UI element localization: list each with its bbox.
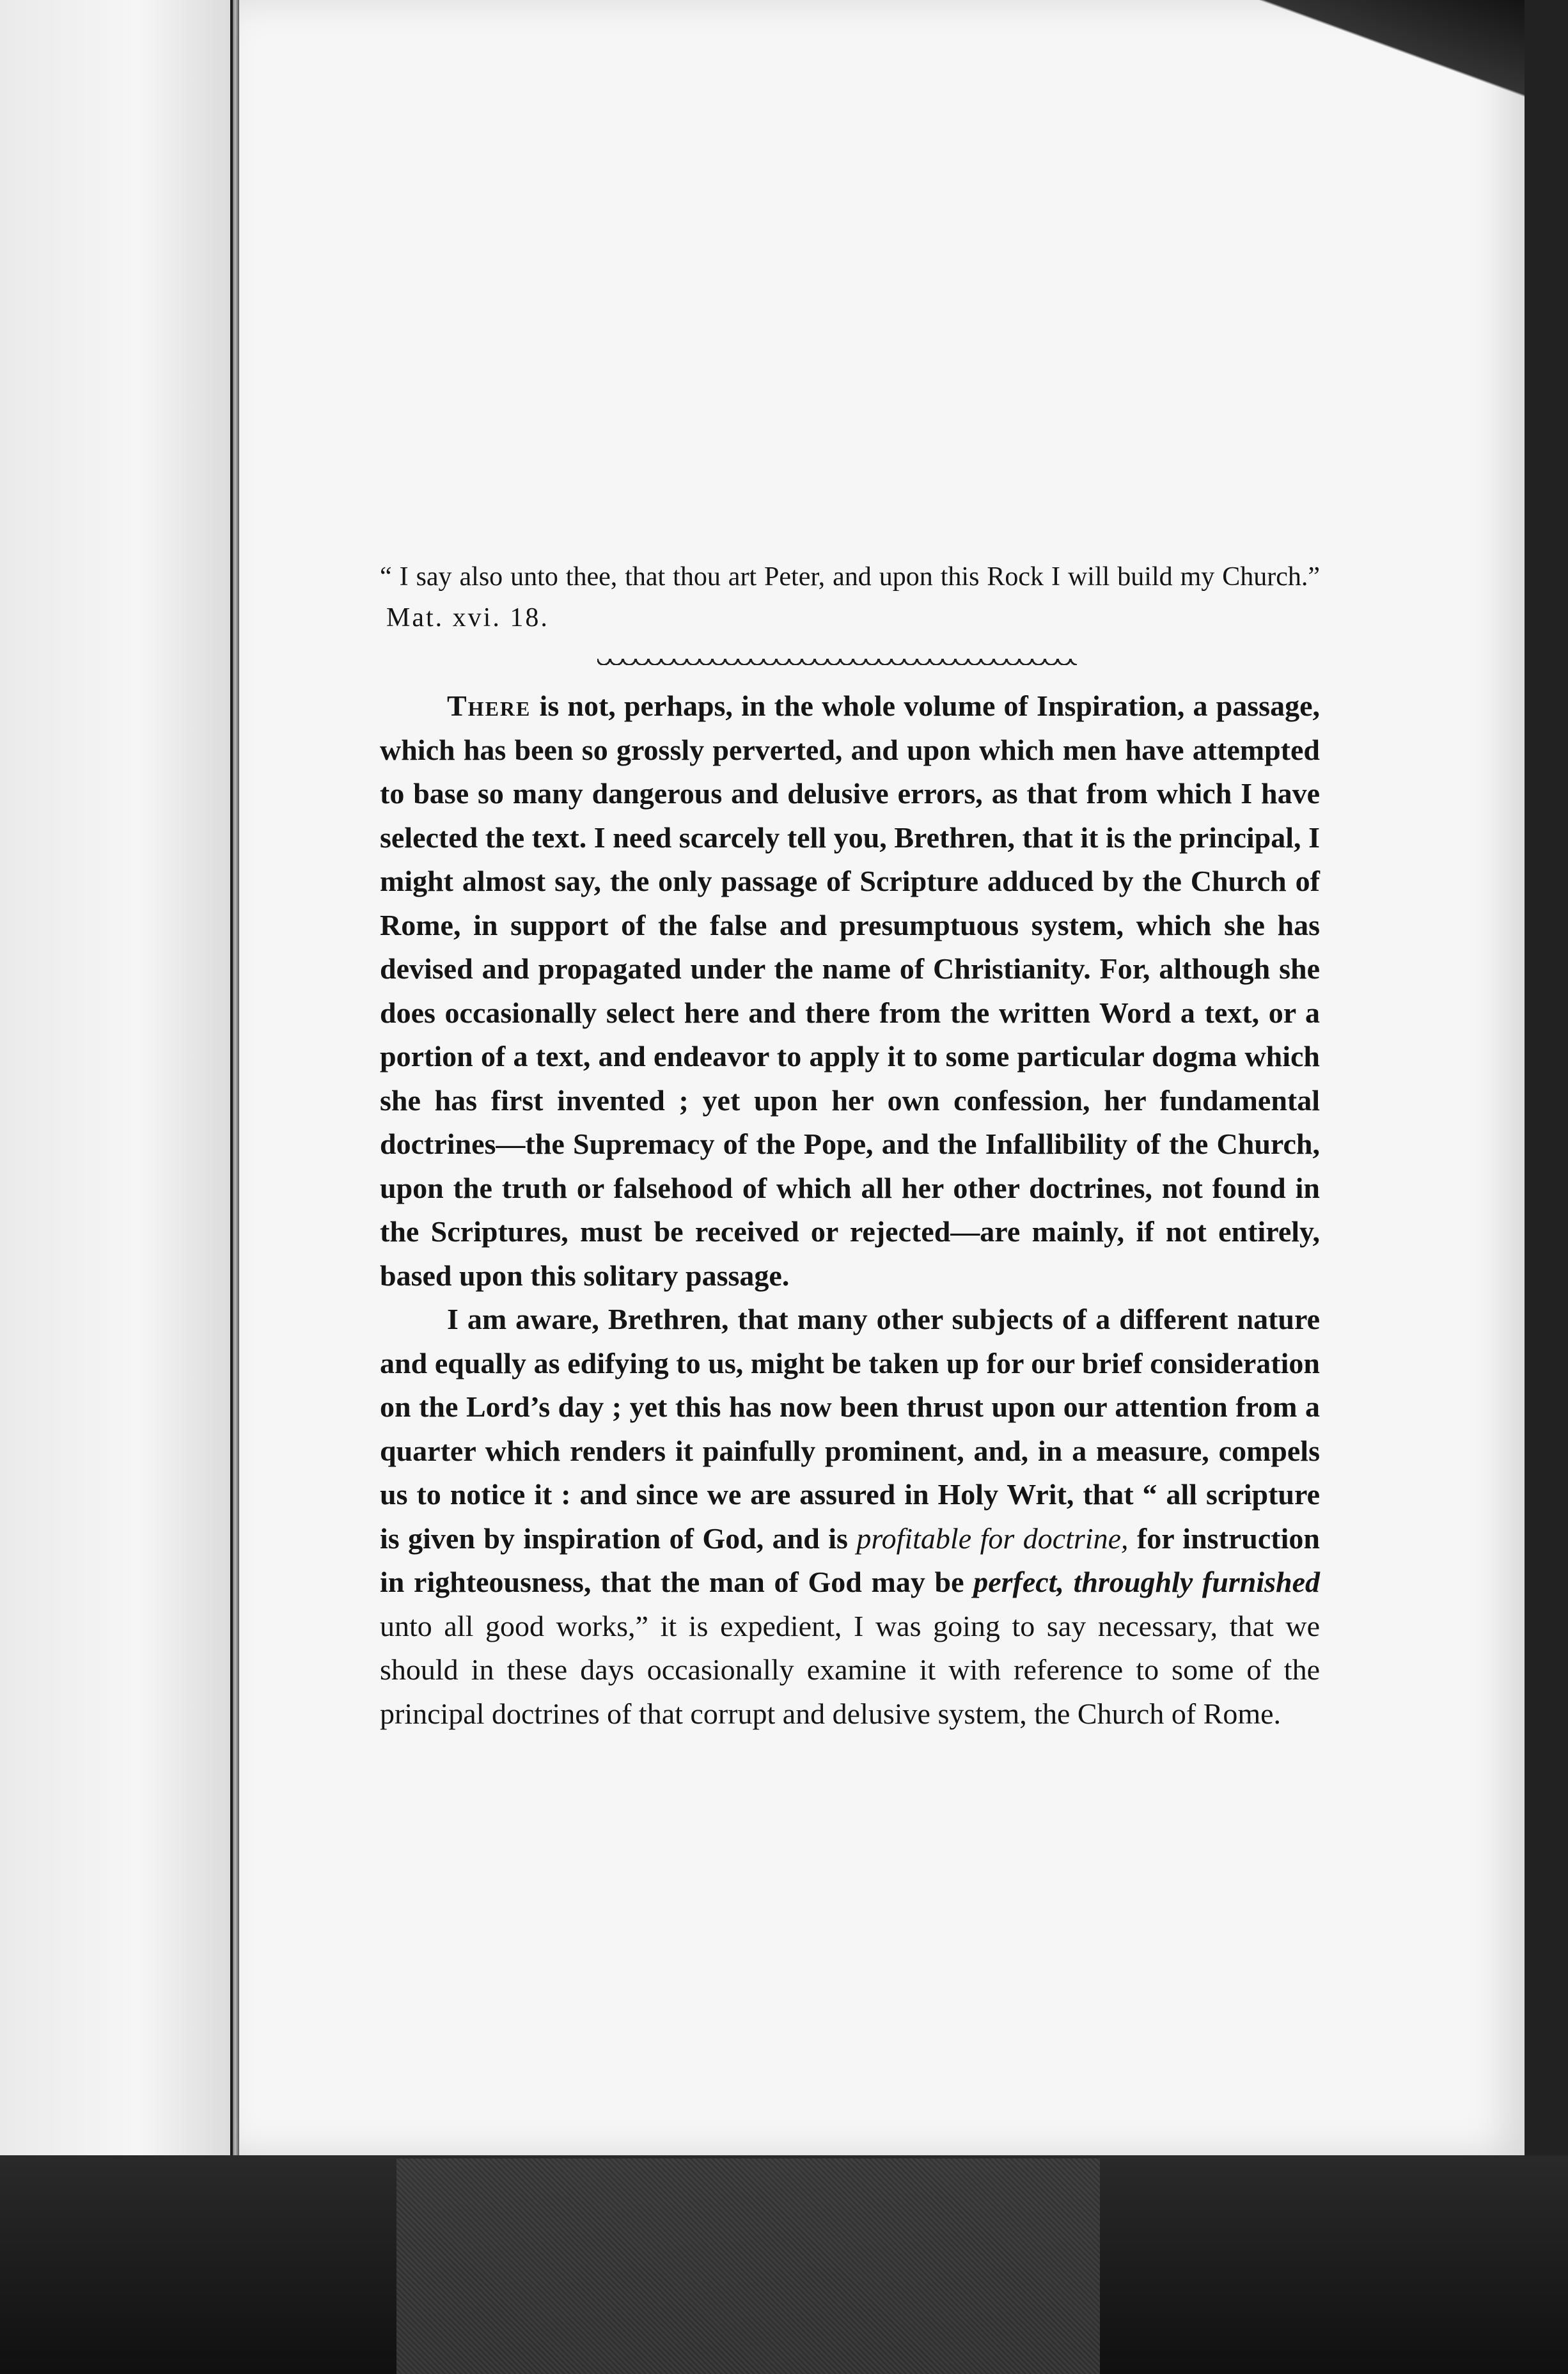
paragraph-2-text-a: I am aware, Brethren, that many other subjects of a different nature and equally as edifying to us, might be taken up for our brief consideration on the Lord’s day ; yet this has now been thrust upon our attention from a quarter which renders it painfully prominent, and, in a measure, compels us to notice it : and since we are assured in Holy Writ, that “ all scripture is given by inspiration of God, and is xyxy=(380,1303,1320,1555)
ornamental-divider xyxy=(597,652,1077,665)
paragraph-2-emphasis-2: perfect, throughly furnished xyxy=(973,1566,1321,1598)
paragraph-1-text: is not, perhaps, in the whole volume of Inspiration, a passage, which has been so grossly perverted, and upon which men have attempted to base so many dangerous and delusive errors, as that from which I have selected the text. I need scarcely tell you, Brethren, that it is the principal, I might almost say, the only passage of Scripture adduced by the Church of Rome, in support of the false and presumptuous system, which she has devised and propagated under the name of Christianity. For, although she does occasionally select here and there from the written Word a text, or a portion of a text, and endeavor to apply it to some particular dogma which she has first invented ; yet upon her own confession, her fundamental doctrines—the Supremacy of the Pope, and the Infallibility of the Church, upon the truth or falsehood of which all her other doctrines, not found in the Scriptures, must be received or rejected—are mainly, if not entirely, based upon this solitary passage. xyxy=(380,689,1320,1292)
epigraph-quote: “ I say also unto thee, that thou art Peter, and upon this Rock I will build my Church.” xyxy=(380,562,1320,592)
paragraph-2-text-c: unto all good works,” it is expedient, I was going to say necessary, that we should in these days occasionally examine it with reference to some of the principal doctrines of that corrupt and delusive system, the Church of Rome. xyxy=(380,1609,1320,1730)
page-gutter xyxy=(233,0,239,2162)
paragraph-1 xyxy=(380,684,1320,1298)
page-text xyxy=(380,556,1320,1736)
paragraph-2-text-b: for instruction in righteousness, that the man of God may be xyxy=(380,1521,1320,1598)
epigraph-citation: Mat. xvi. 18. xyxy=(386,603,549,633)
epigraph xyxy=(380,556,1320,638)
scan-background-right xyxy=(1525,0,1568,2374)
paragraph-2-emphasis-1: profitable for doctrine, xyxy=(856,1521,1129,1555)
page-corner-shadow xyxy=(1228,0,1548,141)
previous-page-fragment xyxy=(0,0,230,2162)
scan-underlay-texture xyxy=(396,2158,1100,2374)
paragraph-2 xyxy=(380,1298,1320,1736)
paragraph-1-lead: There xyxy=(447,689,531,722)
